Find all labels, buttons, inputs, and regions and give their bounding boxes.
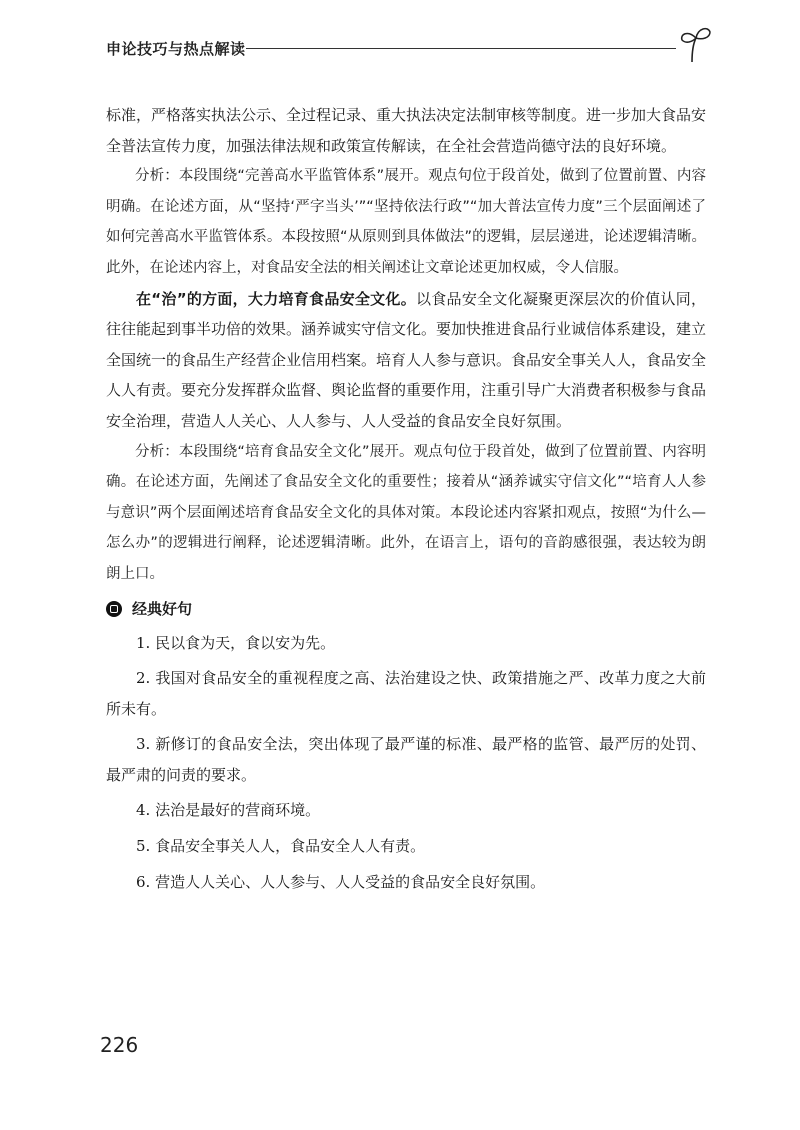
badge-icon <box>106 601 122 617</box>
section-title: 经典好句 <box>132 599 193 618</box>
analysis-text: 分析：本段围绕“完善高水平监管体系”展开。观点句位于段首处，做到了位置前置、内容明确。在论述方面，从“坚持‘严字当头’”“坚持依法行政”“加大普法宣传力度”三个层面阐述了如何完善高水平监管体系。本段按照“从原则到具体做法”的逻辑，层层递进，论述逻辑清晰。此外，在论述内容上，对食品安全法的相关阐述让文章论述更加权威，令人信服。 <box>106 168 706 276</box>
list-item: 6. 营造人人关心、人人参与、人人受益的食品安全良好氛围。 <box>136 872 546 891</box>
paragraph-text: 标准，严格落实执法公示、全过程记录、重大执法决定法制审核等制度。进一步加大食品安全普法宣传力度，加强法律法规和政策宣传解读，在全社会营造尚德守法的良好环境。 <box>106 106 707 155</box>
list-item: 1. 民以食为天，食以安为先。 <box>136 633 336 652</box>
list-item: 4. 法治是最好的营商环境。 <box>136 801 321 820</box>
list-item: 3. 新修订的食品安全法，突出体现了最严谨的标准、最严格的监管、最严厉的处罚、最严肃的问责的要求。 <box>106 735 706 784</box>
body-paragraph <box>106 284 706 437</box>
running-header <box>106 36 716 64</box>
list-item: 2. 我国对食品安全的重视程度之高、法治建设之快、政策措施之严、改革力度之大前所未有。 <box>106 669 706 718</box>
paragraph-lead: 在“治”的方面，大力培育食品安全文化。 <box>136 289 416 308</box>
paragraph-text: 以食品安全文化凝聚更深层次的价值认同，往往能起到事半功倍的效果。涵养诚实守信文化。要加快推进食品行业诚信体系建设，建立全国统一的食品生产经营企业信用档案。培育人人参与意识。食品安全事关人人，食品安全人人有责。要充分发挥群众监督、舆论监督的重要作用，注重引导广大消费者积极参与食品安全治理，营造人人关心、人人参与、人人受益的食品安全良好氛围。 <box>106 289 707 430</box>
analysis-paragraph <box>106 161 706 283</box>
body-paragraph <box>106 100 706 161</box>
list-item: 5. 食品安全事关人人，食品安全人人有责。 <box>136 837 426 856</box>
page-number: 226 <box>100 1033 139 1057</box>
section-heading <box>106 594 706 624</box>
sprout-icon <box>678 24 714 64</box>
analysis-text: 分析：本段围绕“培育食品安全文化”展开。观点句位于段首处，做到了位置前置、内容明确。在论述方面，先阐述了食品安全文化的重要性；接着从“涵养诚实守信文化”“培育人人参与意识”两个层面阐述培育食品安全文化的具体对策。本段论述内容紧扣观点，按照“为什么—怎么办”的逻辑进行阐释，论述逻辑清晰。此外，在语言上，语句的音韵感很强，表达较为朗朗上口。 <box>106 443 706 582</box>
page-content <box>106 100 706 902</box>
analysis-paragraph <box>106 437 706 590</box>
running-header-title: 申论技巧与热点解读 <box>106 40 246 58</box>
quote-list <box>106 628 706 898</box>
header-rule <box>246 48 676 49</box>
